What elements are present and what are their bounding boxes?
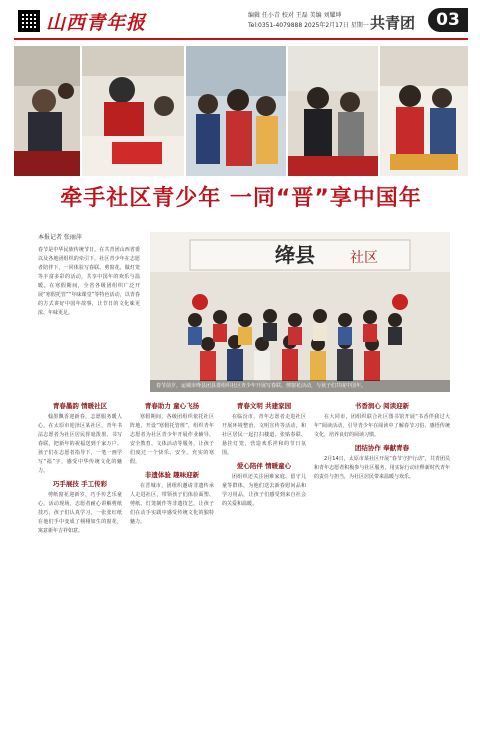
column-text: 在临汾市，青年志愿者走进社区开展环境整治、文明宣传等活动，和社区居民一起打扫楼道、张贴春联、悬挂灯笼，营造欢乐祥和的节日氛围。	[222, 414, 306, 456]
contact-date: Tel:0351-4079888 2025年2月17日 星期一	[248, 22, 369, 29]
column-subtitle-2: 团结协作 奉献青春	[354, 444, 410, 452]
newspaper-title: 山西青年报	[46, 12, 147, 34]
qr-code-icon	[18, 10, 40, 32]
column-text-2: 在晋城市，团组织邀请非遗传承人走进社区，带领孩子们体验面塑、剪纸、灯笼制作等非遗技艺，让孩子们在动手实践中感受传统文化的独特魅力。	[130, 483, 214, 525]
column-subtitle-2: 巧手展技 手工传彩	[52, 480, 108, 488]
photo-calligraphy	[14, 46, 80, 176]
group-photo	[150, 232, 450, 392]
article-column-4	[314, 398, 450, 484]
photo-caption: 春节前夕，运城市绛县团县委组织社区青少年开展写春联、剪窗花活动，与孩子们共度中国年。	[156, 383, 367, 389]
intro-text: 春节是中华民族传统节日。在共青团山西省委以及各地团组织的牵引下，社区青少年在志愿者陪伴下，一同体验写春联、剪窗花、做灯笼等丰富多彩的活动，共享中国年的欢乐与温暖。在寒假期间，全省各级团组织广泛开展“寒假托管”“年味课堂”等特色活动，以青春的方式讲好中国年故事，让节日的文化味更浓、年味更足。	[38, 247, 140, 316]
column-text-2: 剪纸窗花迎新岁，巧手传艺乐童心。活动现场，志愿者耐心讲解剪纸技巧，孩子们认真学习，一张张红纸在他们手中变成了栩栩如生的窗花，寓意新年吉祥如意。	[38, 492, 122, 534]
page-number: 03	[428, 8, 468, 32]
photo-handcraft	[380, 46, 468, 176]
masthead-bar	[0, 0, 480, 44]
column-subtitle: 青春墨韵 情暖社区	[52, 402, 108, 410]
sign-right: 社区	[350, 250, 378, 266]
photo-writing-couplets	[82, 46, 184, 176]
column-text-2: 团组织还关注困难家庭、留守儿童等群体，为他们送去新春慰问品和学习用品，让孩子们感受到来自社会的关爱和温暖。	[222, 474, 306, 507]
column-text: 在大同市，团组织联合社区图书馆开展“书香伴我过大年”阅读活动，引导青少年在阅读中了解春节习俗、感悟传统文化，培养良好的阅读习惯。	[314, 414, 450, 438]
article-column-2	[130, 398, 214, 529]
editor-credits: 编辑 任小青 校对 王磊 美编 刘耀坤	[248, 12, 342, 19]
column-subtitle-2: 爱心陪伴 情暖童心	[236, 462, 292, 470]
column-subtitle: 青春文明 共建家园	[236, 402, 292, 410]
byline: 本报记者 张丽萍	[38, 234, 82, 241]
column-subtitle-2: 非遗体验 趣味迎新	[144, 471, 200, 479]
photo-strip	[14, 46, 468, 176]
column-subtitle: 青春助力 童心飞扬	[144, 402, 200, 410]
photo-kids-group	[186, 46, 286, 176]
column-text: 翰墨飘香迎新春，志愿服务暖人心。在太原市迎泽区某社区，青年书法志愿者为社区居民挥毫泼墨、书写春联，把新年的祝福送到千家万户。孩子们在志愿者指导下，一笔一画学写“福”字，感受中华传统文化的魅力。	[38, 414, 122, 474]
column-text: 寒假期间，各级团组织依托社区阵地，开设“寒假托管班”，组织青年志愿者为社区青少年开展作业辅导、安全教育、文体活动等服务，让孩子们度过一个快乐、安全、充实的寒假。	[130, 414, 214, 465]
column-text-2: 2月14日，太原市某社区开展“春节守护行动”，共青团员和青年志愿者积极参与社区服务，用实际行动诠释新时代青年的责任与担当，为社区居民带来温暖与欢乐。	[314, 456, 450, 480]
sign-text: 绛县	[275, 243, 315, 267]
column-subtitle: 书香润心 阅读迎新	[354, 402, 410, 410]
header-rule	[14, 38, 468, 40]
section-name: 共青团	[370, 14, 416, 32]
headline: 牵手社区青少年 一同“晋”享中国年	[60, 186, 422, 211]
article-column-1	[38, 398, 122, 538]
article-column-3	[222, 398, 306, 511]
photo-volunteers	[288, 46, 378, 176]
